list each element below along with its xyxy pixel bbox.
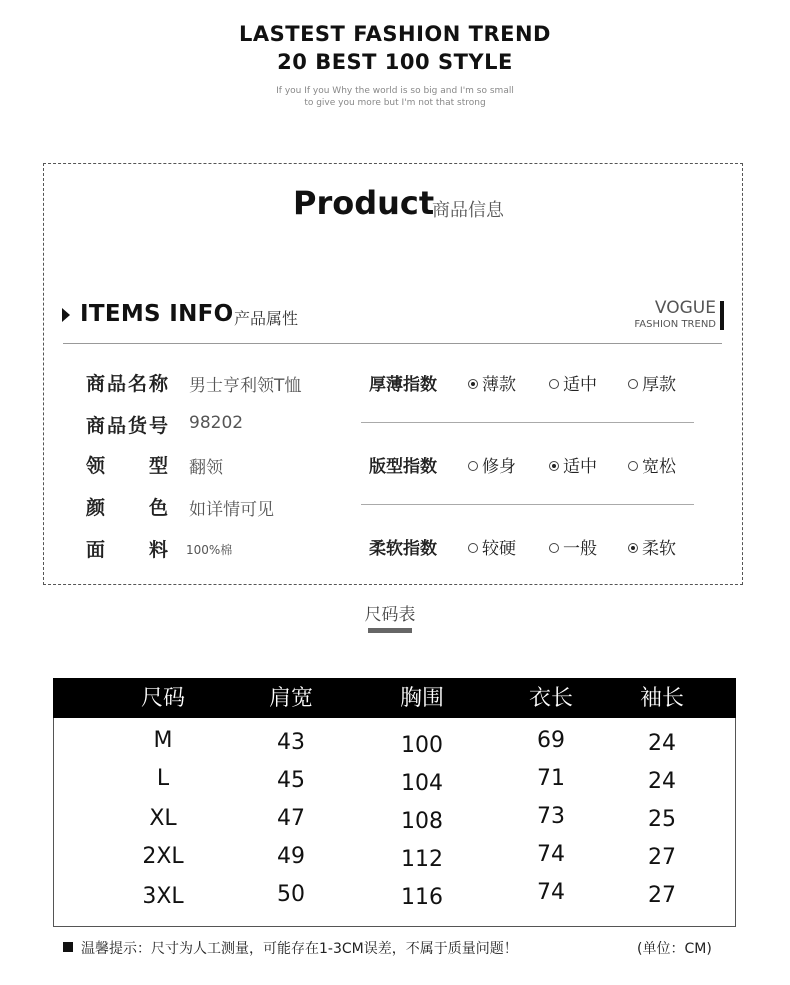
radio-icon xyxy=(628,379,638,389)
items-info-title: ITEMS INFO xyxy=(80,301,234,327)
measurement-note: 温馨提示：尺寸为人工测量，可能存在1-3CM误差，不属于质量问题！ xyxy=(81,941,518,957)
radio-selected-icon xyxy=(549,461,559,471)
unit-label: (单位：CM) xyxy=(637,941,712,957)
table-cell: 45 xyxy=(277,768,305,793)
attr-value-sku: 98202 xyxy=(189,413,244,433)
index-option: 柔软 xyxy=(628,534,676,559)
table-cell: 43 xyxy=(277,730,305,755)
attr-value-fabric: 100%棉 xyxy=(186,543,233,557)
attr-label-color: 颜色 xyxy=(86,497,168,519)
vogue-label: VOGUE xyxy=(654,298,716,318)
table-cell: 116 xyxy=(401,885,443,910)
attr-label-fabric: 面料 xyxy=(86,539,168,561)
table-cell: 49 xyxy=(277,844,305,869)
vogue-sublabel: FASHION TREND xyxy=(634,319,716,330)
index-option: 厚款 xyxy=(628,370,676,395)
section-divider xyxy=(63,343,722,344)
headline-line-2: 20 BEST 100 STYLE xyxy=(277,50,513,74)
table-cell: 112 xyxy=(401,847,443,872)
index-option: 适中 xyxy=(549,370,597,395)
table-cell: 24 xyxy=(648,769,676,794)
table-cell: 74 xyxy=(537,842,565,867)
headline-line-1: LASTEST FASHION TREND xyxy=(239,22,551,46)
table-cell: L xyxy=(156,766,170,791)
radio-icon xyxy=(628,461,638,471)
size-chart-title-underline xyxy=(368,628,412,633)
column-header: 衣长 xyxy=(528,686,573,711)
attr-value-collar: 翻领 xyxy=(189,458,223,478)
attr-value-color: 如详情可见 xyxy=(189,500,274,520)
attr-label-name: 商品名称 xyxy=(86,373,168,395)
size-chart-title: 尺码表 xyxy=(364,605,416,625)
table-cell: 108 xyxy=(401,809,443,834)
index-divider xyxy=(361,504,694,505)
vogue-bar-decoration xyxy=(720,301,724,330)
radio-selected-icon xyxy=(628,543,638,553)
product-title-en: Product xyxy=(293,184,435,222)
table-cell: 50 xyxy=(277,882,305,907)
column-header: 胸围 xyxy=(399,686,444,711)
radio-icon xyxy=(468,461,478,471)
table-cell: 24 xyxy=(648,731,676,756)
column-header: 尺码 xyxy=(140,686,185,711)
column-header: 肩宽 xyxy=(268,686,313,711)
table-cell: 2XL xyxy=(142,844,184,869)
table-cell: 3XL xyxy=(142,884,184,909)
table-cell: 69 xyxy=(537,728,565,753)
table-cell: 25 xyxy=(648,807,676,832)
table-cell: 104 xyxy=(401,771,443,796)
index-option: 薄款 xyxy=(468,370,516,395)
attr-label-collar: 领型 xyxy=(86,455,168,477)
square-bullet-icon xyxy=(63,942,73,952)
index-label-thickness: 厚薄指数 xyxy=(369,375,437,395)
index-label-fit: 版型指数 xyxy=(369,457,437,477)
table-cell: 74 xyxy=(537,880,565,905)
index-divider xyxy=(361,422,694,423)
table-cell: 27 xyxy=(648,883,676,908)
attr-label-sku: 商品货号 xyxy=(86,415,168,437)
table-cell: 71 xyxy=(537,766,565,791)
radio-icon xyxy=(549,379,559,389)
product-title-cn: 商品信息 xyxy=(432,200,504,221)
index-label-softness: 柔软指数 xyxy=(369,539,437,559)
index-option: 较硬 xyxy=(468,534,516,559)
attr-value-name: 男士亨利领T恤 xyxy=(189,376,302,396)
radio-selected-icon xyxy=(468,379,478,389)
items-info-subtitle: 产品属性 xyxy=(234,309,299,328)
index-option: 宽松 xyxy=(628,452,676,477)
triangle-bullet-icon xyxy=(62,308,70,322)
radio-icon xyxy=(549,543,559,553)
table-cell: 27 xyxy=(648,845,676,870)
tagline-line-2: to give you more but I'm not that strong xyxy=(304,98,486,108)
table-cell: M xyxy=(153,728,173,753)
table-cell: 100 xyxy=(401,733,443,758)
index-option: 一般 xyxy=(549,534,597,559)
tagline-line-1: If you If you Why the world is so big and I'm so small xyxy=(276,86,514,96)
radio-icon xyxy=(468,543,478,553)
index-option: 修身 xyxy=(468,452,516,477)
column-header: 袖长 xyxy=(639,686,684,711)
table-cell: 73 xyxy=(537,804,565,829)
table-cell: 47 xyxy=(277,806,305,831)
index-option: 适中 xyxy=(549,452,597,477)
table-cell: XL xyxy=(149,806,177,831)
